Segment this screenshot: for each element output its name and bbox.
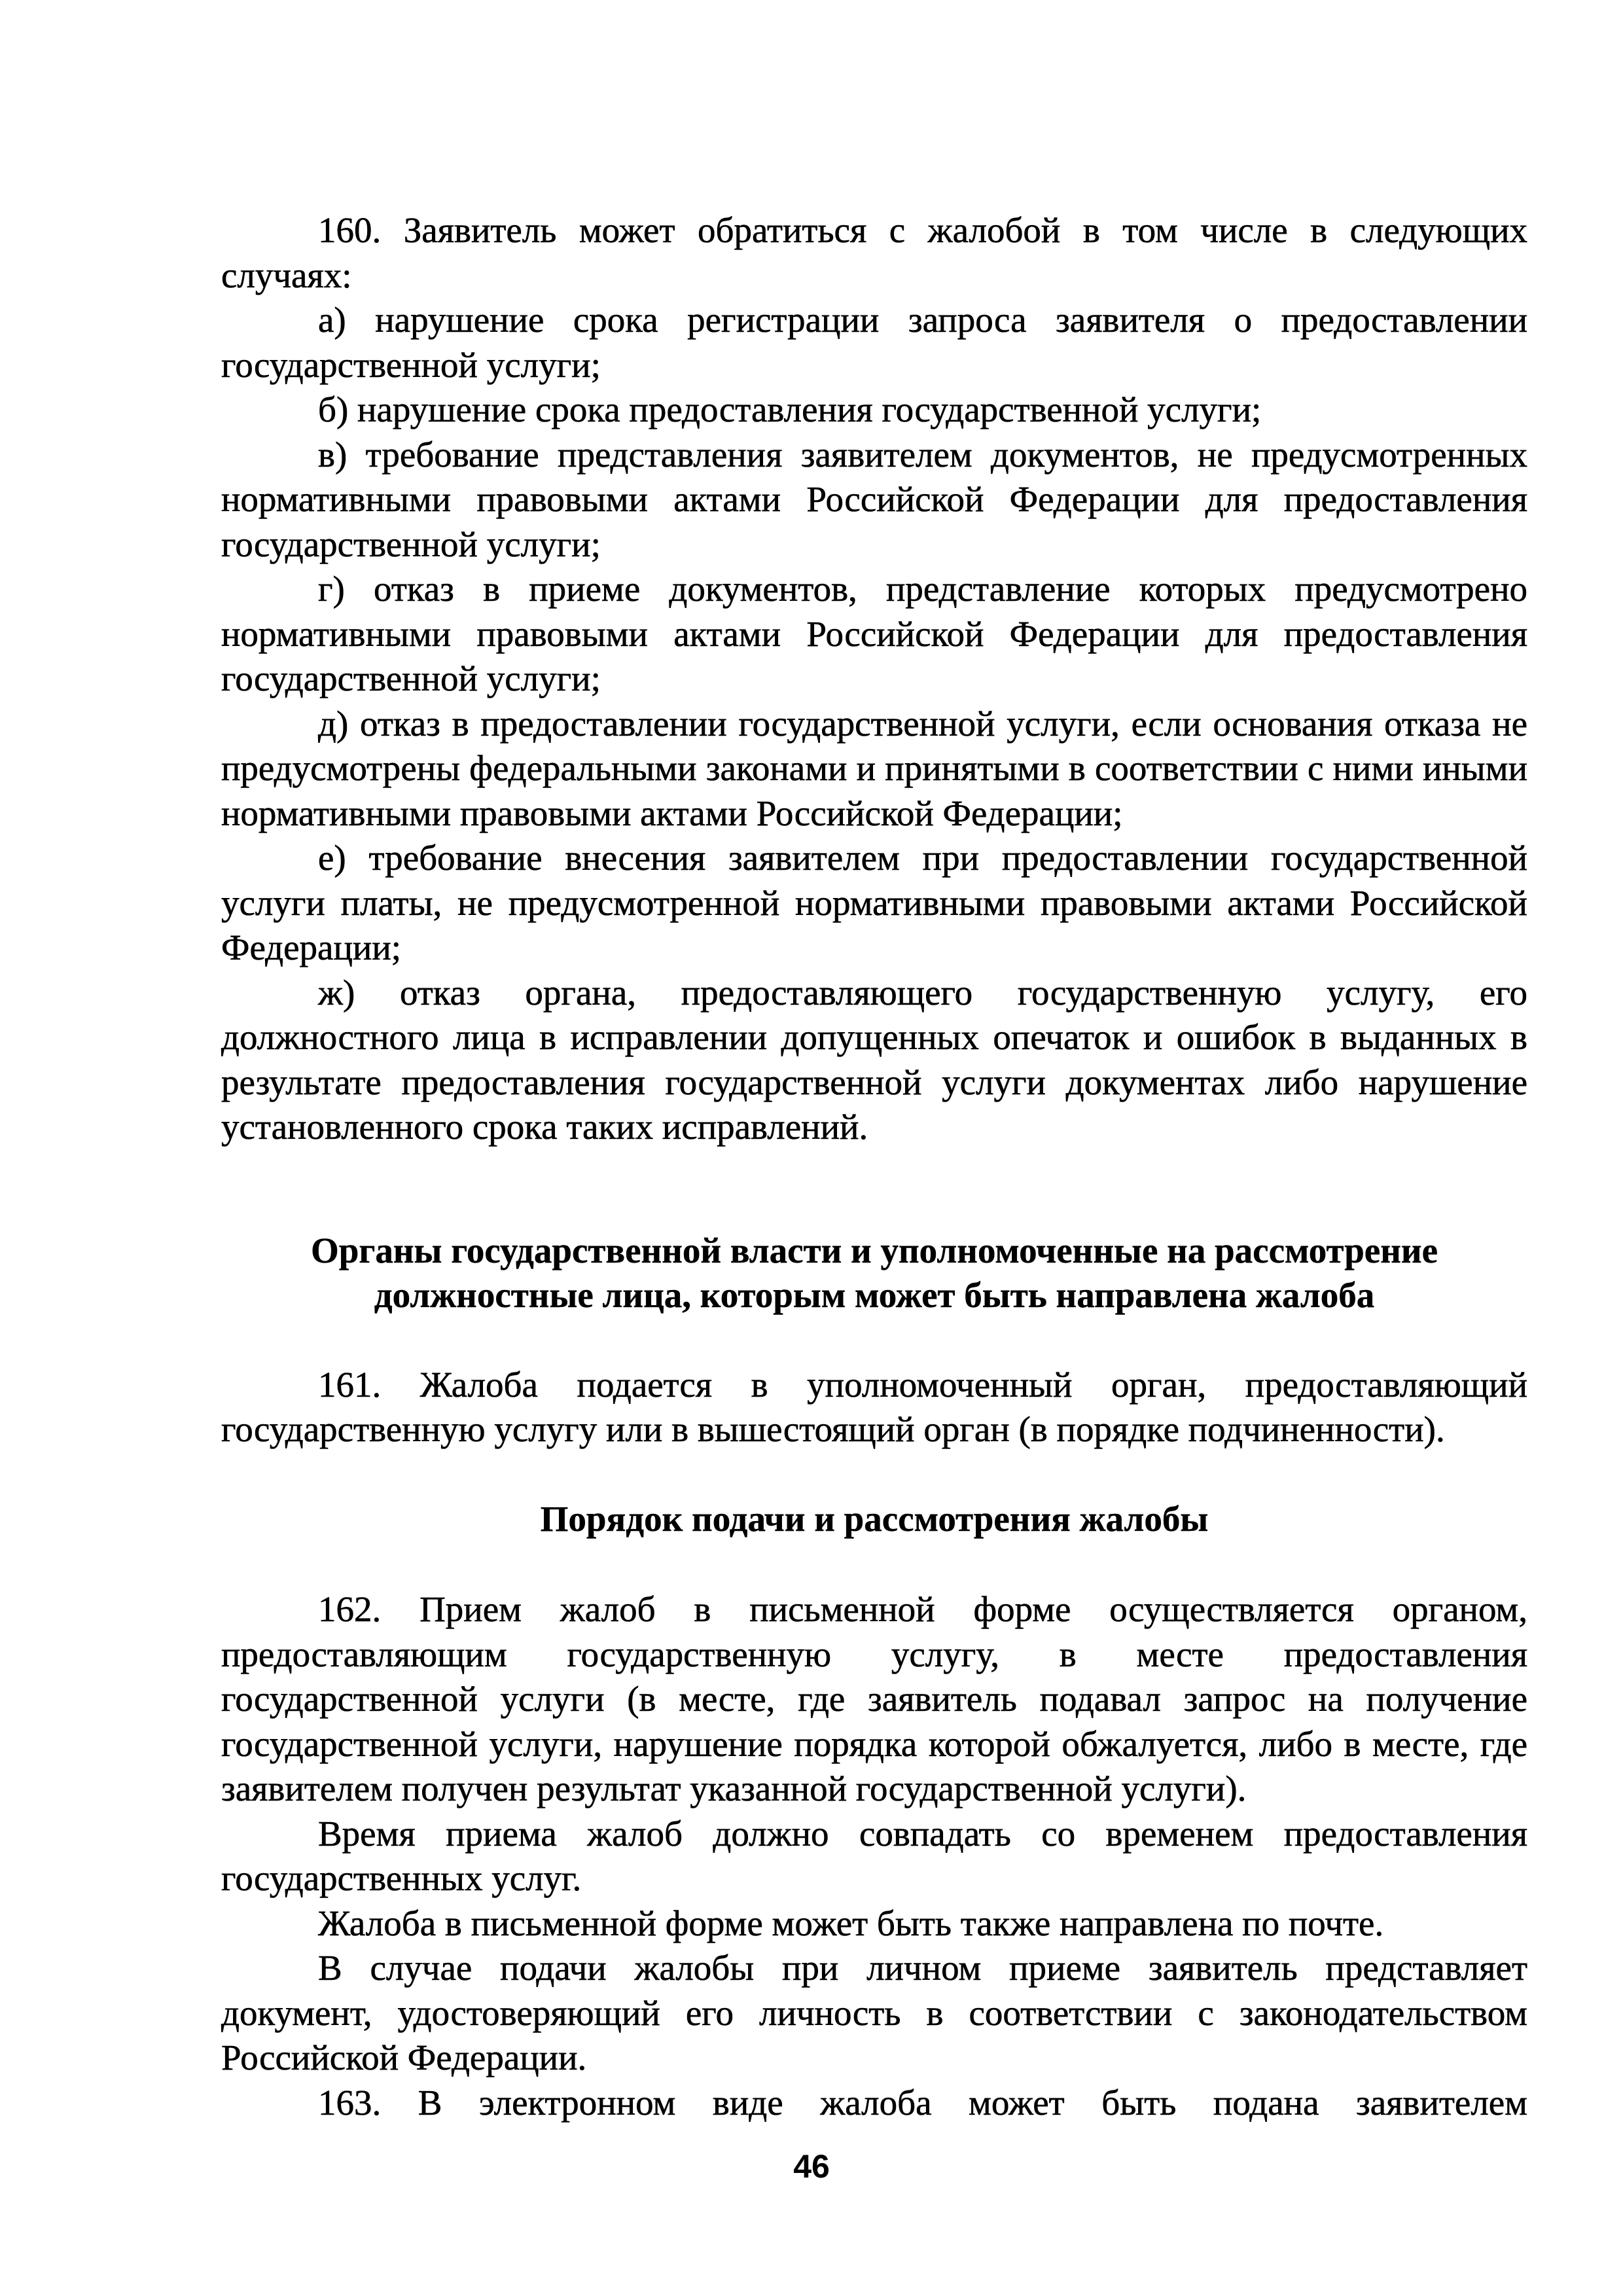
- paragraph-160-d: д) отказ в предоставлении государственной услуги, если основания отказа не предусмотрены федеральными законами и принятыми в соответствии с ними иными нормативными правовыми актами Российской Федерации;: [221, 703, 1527, 833]
- paragraph-160-b: б) нарушение срока предоставления государственной услуги;: [318, 389, 1262, 429]
- spacer: [221, 1541, 1527, 1587]
- paragraph-160-a: а) нарушение срока регистрации запроса заявителя о предоставлении государственной услуги;: [221, 300, 1527, 385]
- section-heading-organs-line-1: Органы государственной власти и уполномоченные на рассмотрение: [311, 1230, 1438, 1270]
- section-heading-order: Порядок подачи и рассмотрения жалобы: [540, 1498, 1209, 1539]
- paragraph-162: 162. Прием жалоб в письменной форме осуществляется органом, предоставляющим государственную услугу, в месте предоставления государственной услуги (в месте, где заявитель подавал запрос на получение государственной услуги, нарушение порядка которой обжалуется, либо в месте, где заявителем получен результат указанной государственной услуги).: [221, 1589, 1527, 1808]
- paragraph-160-g: г) отказ в приеме документов, представление которых предусмотрено нормативными правовыми актами Российской Федерации для предоставления государственной услуги;: [221, 569, 1527, 698]
- section-heading-organs: [221, 1229, 1527, 1318]
- spacer: [221, 1150, 1527, 1229]
- page-number: 46: [793, 2148, 830, 2185]
- spacer: [221, 1318, 1527, 1363]
- paragraph-161: 161. Жалоба подается в уполномоченный орган, предоставляющий государственную услугу или в вышестоящий орган (в порядке подчиненности).: [221, 1364, 1527, 1449]
- paragraph-163: 163. В электронном виде жалоба может быть подана заявителем: [318, 2082, 1527, 2123]
- paragraph-160: 160. Заявитель может обратиться с жалобой в том числе в следующих случаях:: [221, 210, 1527, 295]
- paragraph-162-personal: В случае подачи жалобы при личном приеме заявитель представляет документ, удостоверяющий его личность в соответствии с законодательством Российской Федерации.: [221, 1948, 1527, 2077]
- paragraph-162-time: Время приема жалоб должно совпадать со временем предоставления государственных услуг.: [221, 1813, 1527, 1898]
- document-page: [221, 208, 1527, 2237]
- paragraph-160-zh: ж) отказ органа, предоставляющего государственную услугу, его должностного лица в исправлении допущенных опечаток и ошибок в выданных в результате предоставления государственной услуги документах либо нарушение установленного срока таких исправлений.: [221, 972, 1527, 1147]
- spacer: [221, 1452, 1527, 1497]
- paragraph-162-mail: Жалоба в письменной форме может быть также направлена по почте.: [318, 1903, 1384, 1943]
- section-heading-organs-line-2: должностные лица, которым может быть направлена жалоба: [374, 1275, 1375, 1315]
- paragraph-160-v: в) требование представления заявителем документов, не предусмотренных нормативными правовыми актами Российской Федерации для предоставления государственной услуги;: [221, 434, 1527, 564]
- paragraph-160-e: е) требование внесения заявителем при предоставлении государственной услуги платы, не предусмотренной нормативными правовыми актами Российской Федерации;: [221, 838, 1527, 967]
